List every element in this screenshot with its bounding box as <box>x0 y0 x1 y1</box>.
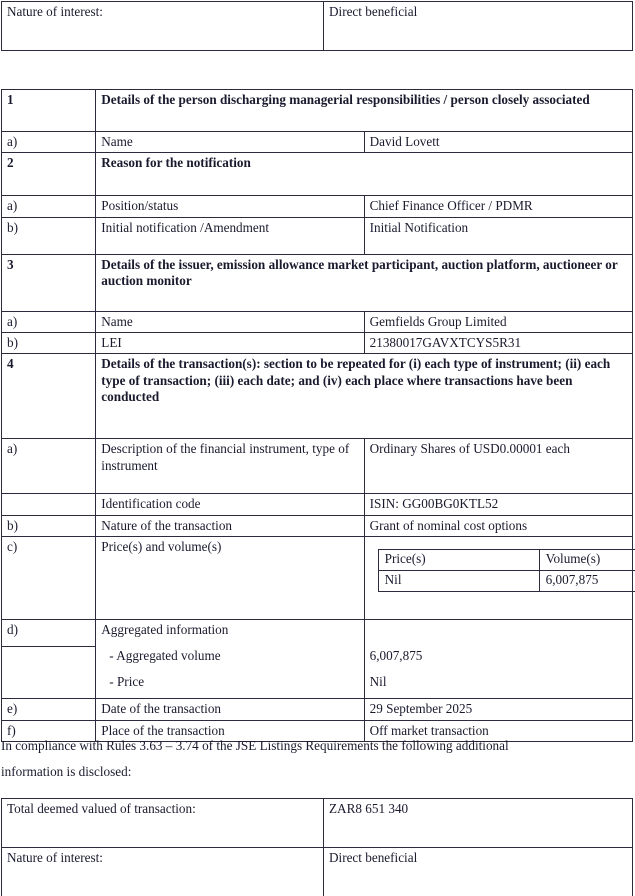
table-row <box>2 699 633 720</box>
table-row <box>2 494 633 515</box>
row-label-aggregated-information: Aggregated information <box>96 620 364 647</box>
nature-of-interest-table-top <box>1 1 633 51</box>
table-row <box>2 2 633 51</box>
row-label-issuer-name: Name <box>96 311 364 332</box>
row-value-price: Nil <box>364 672 632 699</box>
row-index-4f: f) <box>2 720 96 741</box>
table-row <box>2 672 633 699</box>
table-row <box>2 196 633 217</box>
section-index-2: 2 <box>2 153 96 196</box>
row-label-aggregated-volume: - Aggregated volume <box>96 646 364 672</box>
row-index-aggregated-volume <box>2 646 96 672</box>
volume-header: Volume(s) <box>539 550 635 571</box>
row-value-name: David Lovett <box>364 132 632 153</box>
row-label-nature-of-transaction: Nature of the transaction <box>96 515 364 536</box>
section-index-1: 1 <box>2 90 96 132</box>
bottom-table-value-nature-of-interest: Direct beneficial <box>324 848 633 896</box>
table-row-section-2 <box>2 153 633 196</box>
row-index-2a: a) <box>2 196 96 217</box>
table-row-section-1 <box>2 90 633 132</box>
row-label-price: - Price <box>96 672 364 699</box>
section-heading-2: Reason for the notification <box>96 153 633 196</box>
row-index-4d: d) <box>2 620 96 647</box>
table-row <box>2 848 633 896</box>
compliance-paragraph <box>1 733 634 786</box>
row-value-price-and-volume <box>364 537 632 620</box>
row-label-instrument-description: Description of the financial instrument, type of instrument <box>96 439 364 494</box>
row-label-name: Name <box>96 132 364 153</box>
table-row <box>2 620 633 647</box>
row-index-3b: b) <box>2 333 96 354</box>
table-row-section-4 <box>2 354 633 439</box>
row-label-position-status: Position/status <box>96 196 364 217</box>
bottom-table-value-total-deemed-value: ZAR8 651 340 <box>324 799 633 848</box>
section-index-4: 4 <box>2 354 96 439</box>
table-row <box>2 799 633 848</box>
row-label-lei: LEI <box>96 333 364 354</box>
row-value-identification-code: ISIN: GG00BG0KTL52 <box>364 494 632 515</box>
table-row <box>2 311 633 332</box>
table-row <box>2 646 633 672</box>
bottom-table-label-nature-of-interest: Nature of interest: <box>2 848 324 896</box>
row-index-4b: b) <box>2 515 96 536</box>
row-label-date-of-transaction: Date of the transaction <box>96 699 364 720</box>
row-value-issuer-name: Gemfields Group Limited <box>364 311 632 332</box>
row-label-place-of-transaction: Place of the transaction <box>96 720 364 741</box>
row-value-instrument-description: Ordinary Shares of USD0.00001 each <box>364 439 632 494</box>
table-row <box>2 132 633 153</box>
row-value-initial-notification: Initial Notification <box>364 217 632 254</box>
row-index-3a: a) <box>2 311 96 332</box>
pdmr-notification-table <box>1 89 633 742</box>
table-row <box>2 439 633 494</box>
table-row-section-3 <box>2 254 633 311</box>
volume-value: 6,007,875 <box>539 571 635 592</box>
row-index-identification <box>2 494 96 515</box>
additional-information-table <box>1 798 633 896</box>
price-value: Nil <box>378 571 539 592</box>
row-label-identification-code: Identification code <box>96 494 364 515</box>
table-row <box>2 515 633 536</box>
row-label-price-and-volume: Price(s) and volume(s) <box>96 537 364 620</box>
top-table-label-cell: Nature of interest: <box>2 2 324 51</box>
section-heading-4: Details of the transaction(s): section to be repeated for (i) each type of instrument; (ii) each type of transaction; (iii) each date; and (iv) each place where transactions have been conducted <box>96 354 633 439</box>
row-value-lei: 21380017GAVXTCYS5R31 <box>364 333 632 354</box>
row-value-place-of-transaction: Off market transaction <box>364 720 632 741</box>
bottom-table-label-total-deemed-value: Total deemed valued of transaction: <box>2 799 324 848</box>
row-value-aggregated-information <box>364 620 632 647</box>
row-index-4e: e) <box>2 699 96 720</box>
section-heading-1: Details of the person discharging managerial responsibilities / person closely associated <box>96 90 633 132</box>
section-heading-3: Details of the issuer, emission allowance market participant, auction platform, auctioneer or auction monitor <box>96 254 633 311</box>
compliance-line-2: information is disclosed: <box>1 764 132 780</box>
compliance-line-1: In compliance with Rules 3.63 – 3.74 of the JSE Listings Requirements the following additional <box>1 738 509 753</box>
price-volume-table <box>378 549 635 592</box>
row-index-4a: a) <box>2 439 96 494</box>
table-row <box>2 217 633 254</box>
row-label-initial-notification: Initial notification /Amendment <box>96 217 364 254</box>
row-value-position-status: Chief Finance Officer / PDMR <box>364 196 632 217</box>
row-value-nature-of-transaction: Grant of nominal cost options <box>364 515 632 536</box>
table-row <box>2 333 633 354</box>
table-row-header <box>378 550 635 571</box>
section-index-3: 3 <box>2 254 96 311</box>
table-row <box>378 571 635 592</box>
row-value-date-of-transaction: 29 September 2025 <box>364 699 632 720</box>
row-index-2b: b) <box>2 217 96 254</box>
row-index-price <box>2 672 96 699</box>
row-value-aggregated-volume: 6,007,875 <box>364 646 632 672</box>
table-row <box>2 537 633 620</box>
top-table-value-cell: Direct beneficial <box>324 2 633 51</box>
row-index-1a: a) <box>2 132 96 153</box>
price-header: Price(s) <box>378 550 539 571</box>
row-index-4c: c) <box>2 537 96 620</box>
